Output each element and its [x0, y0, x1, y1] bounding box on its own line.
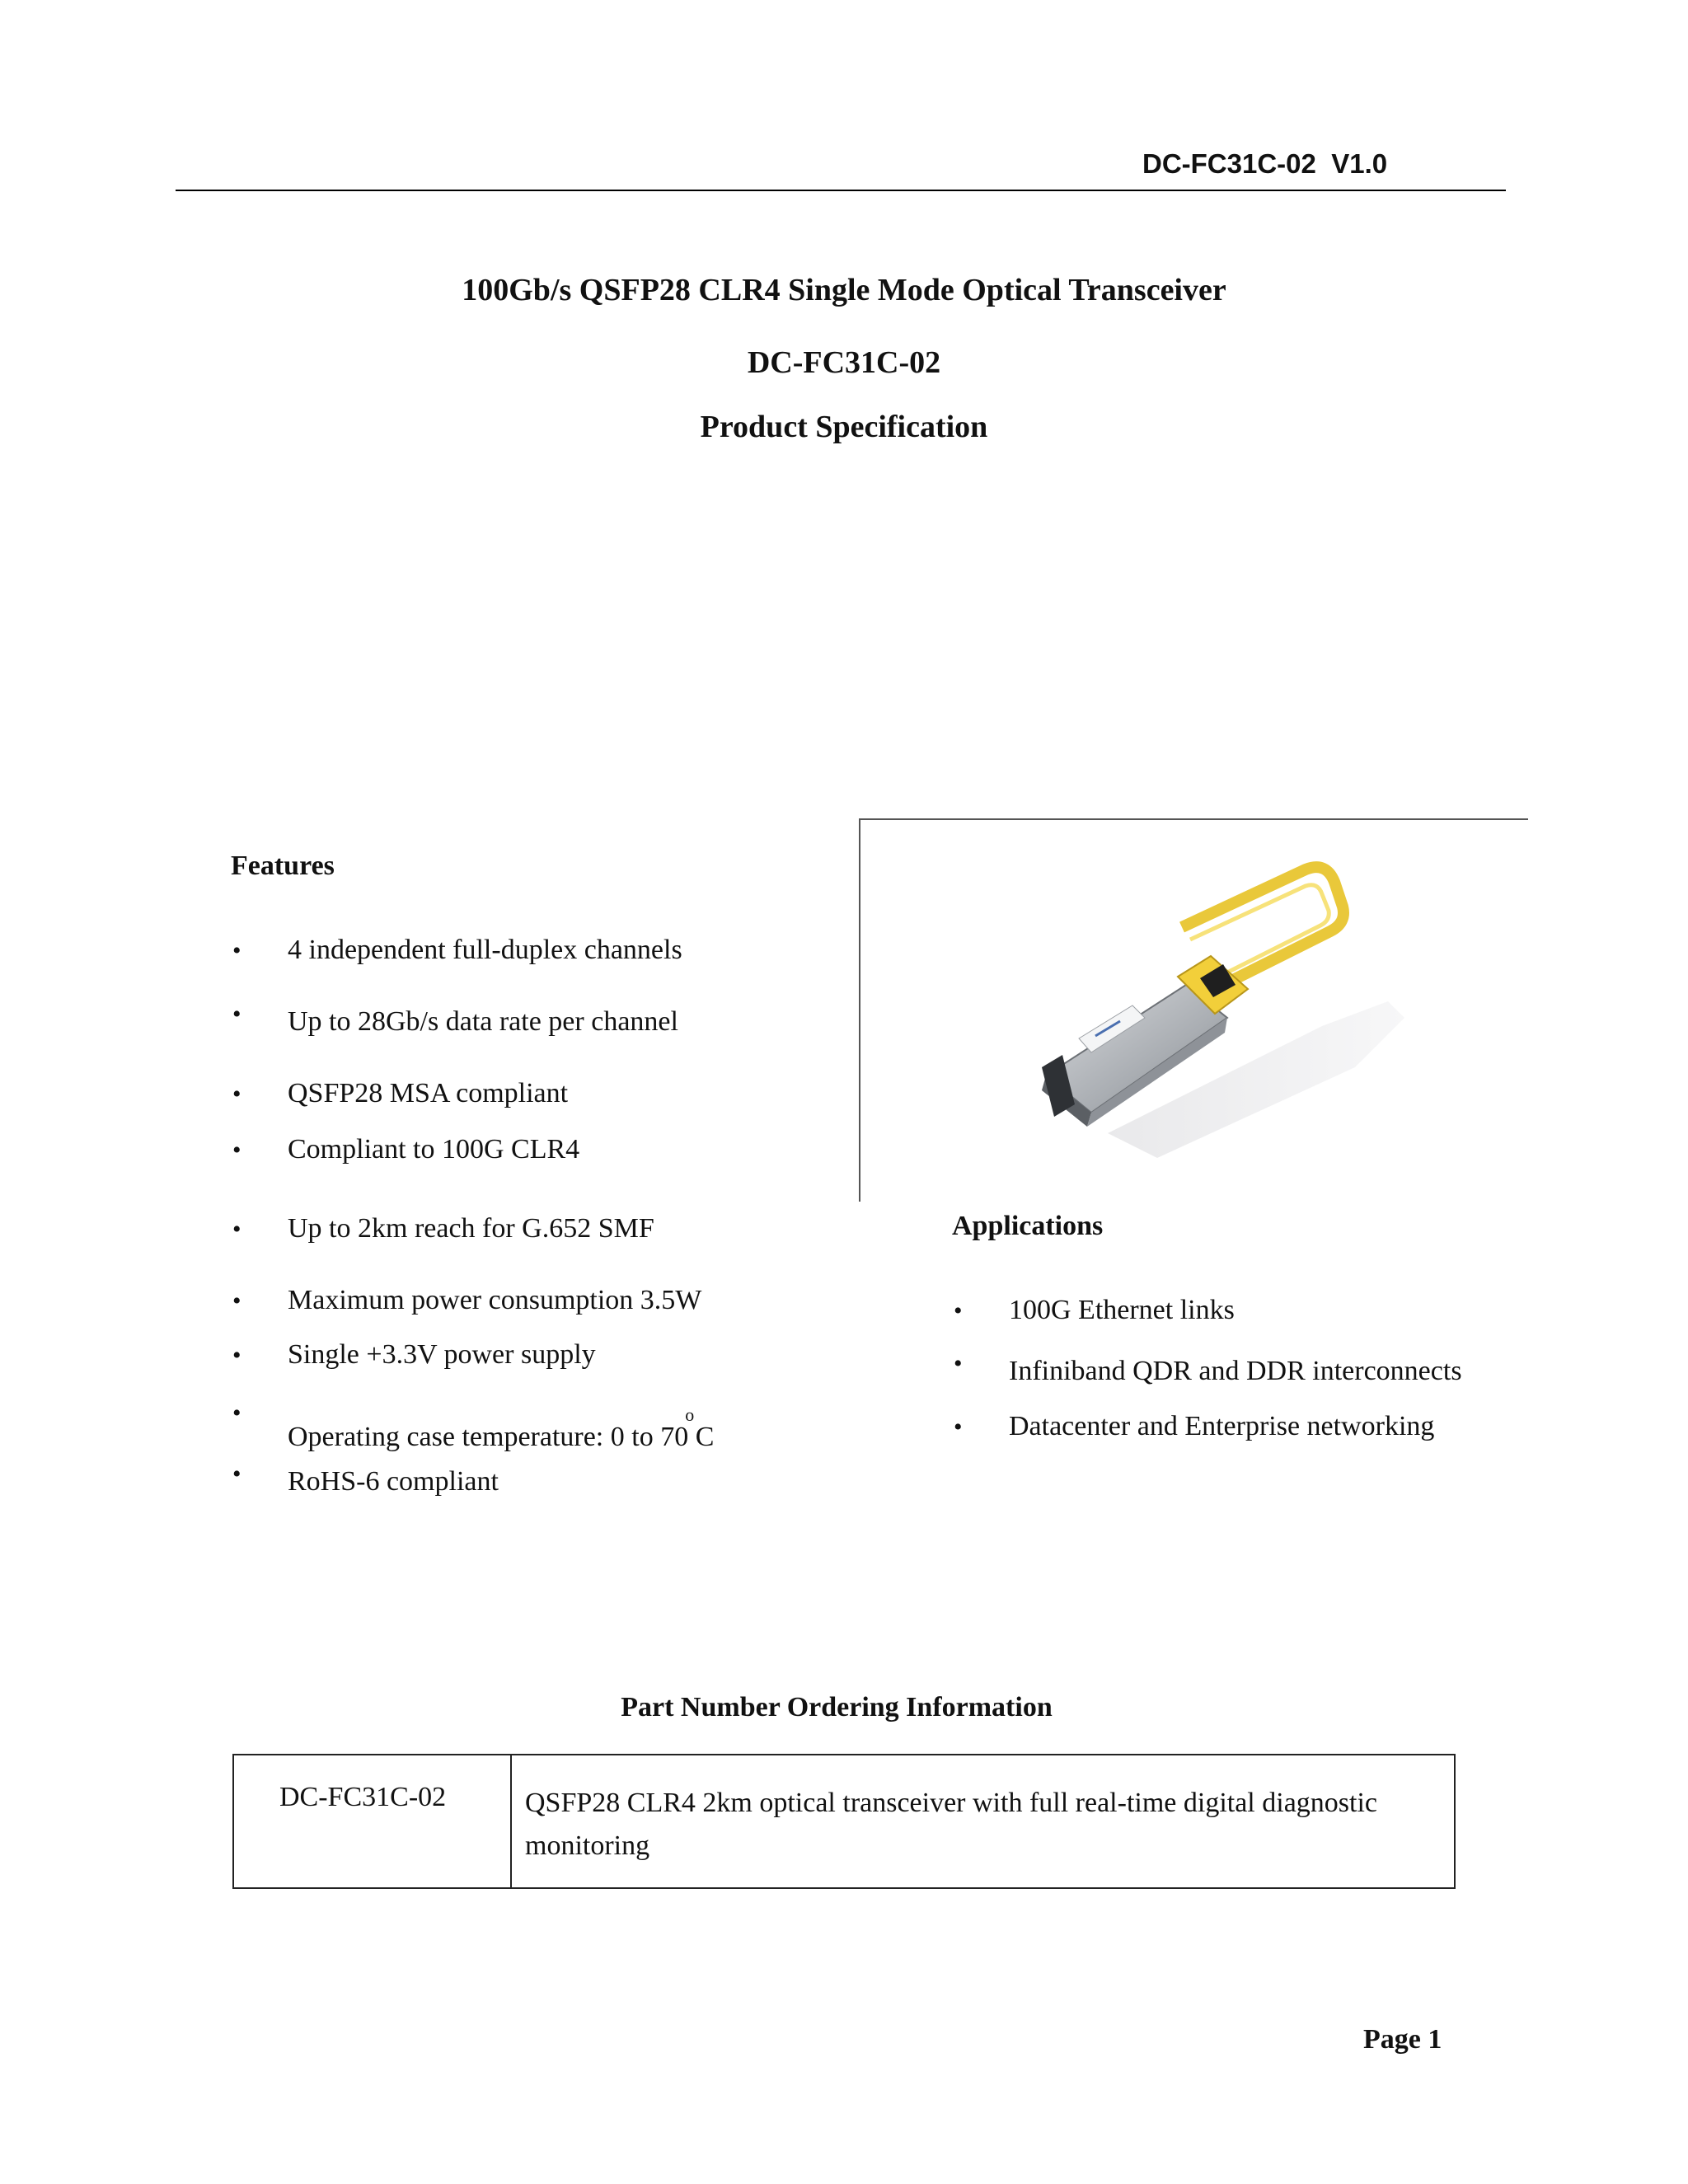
degree-symbol: o [685, 1404, 695, 1425]
feature-item: 4 independent full-duplex channels [288, 935, 682, 965]
part-number-title: DC-FC31C-02 [747, 345, 941, 380]
bullet-icon: • [232, 1399, 241, 1427]
qsfp28-transceiver-icon [860, 820, 1528, 1202]
feature-item: RoHS-6 compliant [288, 1466, 499, 1497]
bullet-icon: • [232, 1216, 241, 1243]
bullet-icon: • [954, 1350, 963, 1377]
ordering-heading: Part Number Ordering Information [621, 1692, 1053, 1722]
header-rule [176, 190, 1506, 191]
feature-item: Up to 2km reach for G.652 SMF [288, 1213, 654, 1244]
bullet-icon: • [954, 1297, 963, 1324]
application-item: Infiniband QDR and DDR interconnects [1009, 1356, 1462, 1386]
feature-item: QSFP28 MSA compliant [288, 1078, 569, 1108]
temperature-unit: C [695, 1422, 715, 1452]
feature-item: Compliant to 100G CLR4 [288, 1134, 580, 1165]
bullet-icon: • [232, 1080, 241, 1108]
ordering-table [232, 1754, 1456, 1889]
page-number: Page 1 [1363, 2024, 1442, 2055]
bullet-icon: • [954, 1413, 963, 1441]
feature-item: Up to 28Gb/s data rate per channel [288, 1006, 678, 1037]
bullet-icon: • [232, 1342, 241, 1369]
bullet-icon: • [232, 1460, 241, 1488]
table-column-divider [510, 1755, 512, 1887]
bullet-icon: • [232, 1287, 241, 1315]
feature-item-temperature [288, 1404, 715, 1454]
feature-item: Maximum power consumption 3.5W [288, 1285, 702, 1315]
product-image-frame [859, 818, 1528, 1202]
features-heading: Features [231, 851, 335, 881]
spec-title: Product Specification [700, 410, 988, 444]
bullet-icon: • [232, 1001, 241, 1028]
temperature-text: Operating case temperature: 0 to 70 [288, 1422, 689, 1452]
feature-item: Single +3.3V power supply [288, 1339, 596, 1370]
part-number-cell: DC-FC31C-02 [279, 1782, 447, 1812]
product-title: 100Gb/s QSFP28 CLR4 Single Mode Optical Transceiver [462, 273, 1226, 307]
application-item: 100G Ethernet links [1009, 1295, 1235, 1325]
bullet-icon: • [232, 937, 241, 964]
application-item: Datacenter and Enterprise networking [1009, 1411, 1435, 1441]
description-cell: QSFP28 CLR4 2km optical transceiver with full real-time digital diagnostic monitoring [525, 1788, 1377, 1861]
bullet-icon: • [232, 1137, 241, 1164]
document-id: DC-FC31C-02 V1.0 [1142, 148, 1388, 179]
applications-heading: Applications [952, 1211, 1104, 1241]
